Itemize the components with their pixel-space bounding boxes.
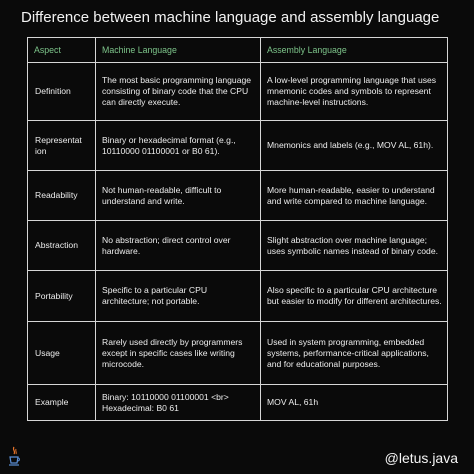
table-row — [28, 322, 448, 385]
aspect-cell: Portability — [28, 271, 96, 322]
assembly-cell: Mnemonics and labels (e.g., MOV AL, 61h). — [261, 121, 448, 171]
assembly-cell: Also specific to a particular CPU architecture but easier to modify for different architectures. — [261, 271, 448, 322]
header-machine-language: Machine Language — [96, 38, 261, 63]
aspect-cell: Usage — [28, 322, 96, 385]
aspect-cell: Readability — [28, 171, 96, 221]
header-assembly-language: Assembly Language — [261, 38, 448, 63]
comparison-table — [27, 37, 448, 421]
machine-cell: Binary or hexadecimal format (e.g., 10110000 01100001 or B0 61). — [96, 121, 261, 171]
machine-cell: Binary: 10110000 01100001 <br> Hexadecimal: B0 61 — [96, 385, 261, 421]
author-handle: @letus.java — [384, 450, 458, 466]
machine-cell: Specific to a particular CPU architecture; not portable. — [96, 271, 261, 322]
machine-cell: No abstraction; direct control over hardware. — [96, 221, 261, 271]
assembly-cell: More human-readable, easier to understand and write compared to machine language. — [261, 171, 448, 221]
aspect-cell: Definition — [28, 63, 96, 121]
machine-cell: The most basic programming language consisting of binary code that the CPU can directly execute. — [96, 63, 261, 121]
table-header-row — [28, 38, 448, 63]
assembly-cell: Slight abstraction over machine language; uses symbolic names instead of binary code. — [261, 221, 448, 271]
table-row — [28, 63, 448, 121]
header-aspect: Aspect — [28, 38, 96, 63]
aspect-cell: Representat ion — [28, 121, 96, 171]
assembly-cell: Used in system programming, embedded systems, performance-critical applications, and for educational purposes. — [261, 322, 448, 385]
machine-cell: Rarely used directly by programmers except in specific cases like writing microcode. — [96, 322, 261, 385]
java-cup-icon — [7, 446, 21, 468]
table-row — [28, 121, 448, 171]
assembly-cell: A low-level programming language that uses mnemonic codes and symbols to represent machine-level instructions. — [261, 63, 448, 121]
page-title: Difference between machine language and assembly language — [21, 9, 440, 26]
aspect-cell: Abstraction — [28, 221, 96, 271]
assembly-cell: MOV AL, 61h — [261, 385, 448, 421]
aspect-cell: Example — [28, 385, 96, 421]
table-row — [28, 385, 448, 421]
table-row — [28, 221, 448, 271]
table-row — [28, 271, 448, 322]
table-row — [28, 171, 448, 221]
machine-cell: Not human-readable, difficult to understand and write. — [96, 171, 261, 221]
